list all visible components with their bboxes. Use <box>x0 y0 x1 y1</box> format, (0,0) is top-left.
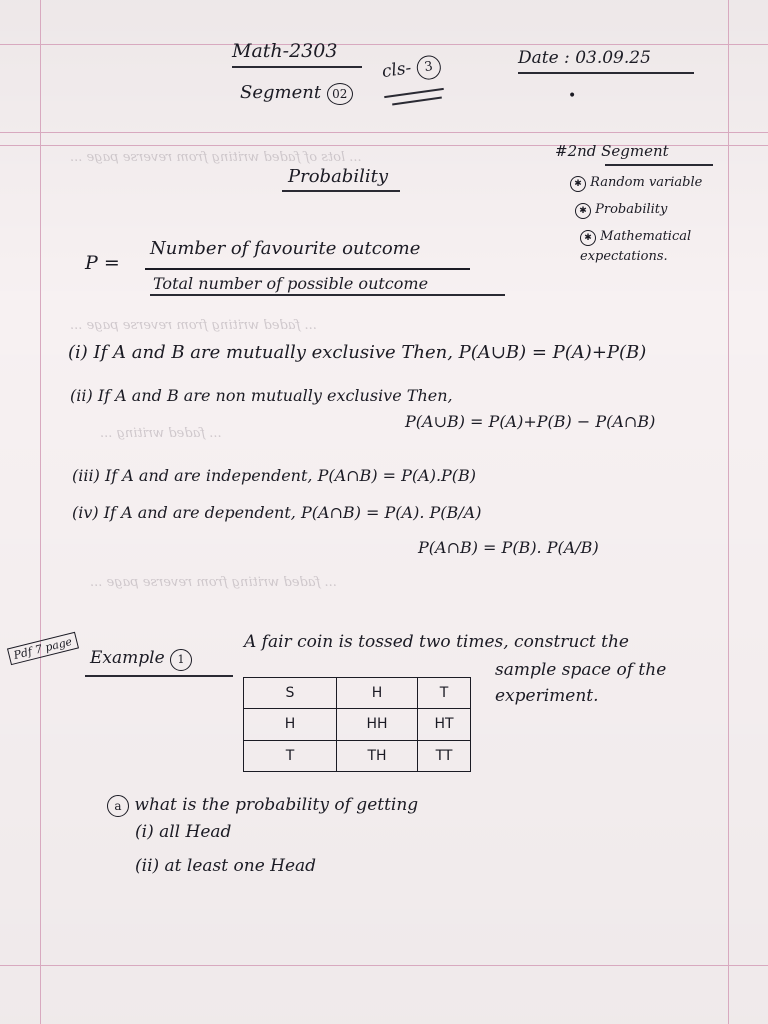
sample-space-table <box>243 677 471 772</box>
star-bullet-icon: ✱ <box>580 230 596 246</box>
sub-question: (i) all Head <box>135 822 232 842</box>
example-label: Example 1 <box>90 648 192 671</box>
date: Date : 03.09.25 <box>518 48 651 68</box>
formula-numerator: Number of favourite outcome <box>150 238 421 259</box>
underline <box>85 675 233 677</box>
class-label <box>381 54 443 86</box>
table-row <box>244 709 471 740</box>
underline <box>282 190 400 192</box>
table-cell: T <box>418 678 471 709</box>
star-bullet-icon: ✱ <box>575 203 591 219</box>
rule-item: (i) If A and B are mutually exclusive Then, P(A∪B) = P(A)+P(B) <box>68 342 647 363</box>
segment-text: Segment <box>240 82 322 103</box>
rule-item: (ii) If A and B are non mutually exclusive Then, <box>70 386 453 405</box>
table-cell: HH <box>337 709 418 740</box>
fraction-bar <box>145 268 470 270</box>
segment-number: 02 <box>327 83 353 105</box>
ruling-line <box>0 132 768 133</box>
section-title: Probability <box>288 166 389 187</box>
margin-line <box>40 0 41 1024</box>
dot-mark: • <box>568 88 577 104</box>
underline <box>150 294 505 296</box>
underline <box>392 97 442 106</box>
sub-question: (ii) at least one Head <box>135 856 317 876</box>
underline <box>605 164 713 166</box>
segment-label <box>240 82 353 105</box>
table-cell: TH <box>337 740 418 771</box>
ruling-line <box>0 44 768 45</box>
rule-item: (iii) If A and are independent, P(A∩B) = P(A).P(B) <box>72 466 477 485</box>
formula-lhs: P = <box>85 252 120 274</box>
margin-line <box>728 0 729 1024</box>
table-row <box>244 678 471 709</box>
table-cell: H <box>244 709 337 740</box>
table-cell: TT <box>418 740 471 771</box>
star-bullet-icon: ✱ <box>570 176 586 192</box>
class-number: 3 <box>415 54 442 81</box>
underline <box>232 66 362 68</box>
rule-item: P(A∪B) = P(A)+P(B) − P(A∩B) <box>405 412 656 431</box>
pdf-page-stamp: Pdf 7 page <box>7 632 79 665</box>
table-cell: HT <box>418 709 471 740</box>
example-statement: experiment. <box>495 686 599 706</box>
bleed-through: ... faded writing from reverse page ... <box>90 575 337 590</box>
table-cell: H <box>337 678 418 709</box>
topics-heading: #2nd Segment <box>555 142 669 160</box>
question-label: a <box>107 795 129 817</box>
question: a what is the probability of getting <box>107 795 418 817</box>
bleed-through: ... faded writing ... <box>100 426 222 441</box>
table-row <box>244 740 471 771</box>
class-text: cls- <box>380 58 413 83</box>
course-code: Math-2303 <box>232 40 338 62</box>
table-cell: S <box>244 678 337 709</box>
table-cell: T <box>244 740 337 771</box>
example-number: 1 <box>170 649 192 671</box>
example-statement: A fair coin is tossed two times, construct the <box>244 632 629 652</box>
rule-item: P(A∩B) = P(B). P(A/B) <box>418 538 599 557</box>
rule-item: (iv) If A and are dependent, P(A∩B) = P(A). P(B/A) <box>72 503 482 522</box>
bleed-through: ... lots of faded writing from reverse page ... <box>70 150 362 165</box>
topic-item: ✱ Random variable <box>570 175 702 192</box>
topic-item: ✱ Mathematical expectations. <box>580 229 692 264</box>
topic-item: ✱ Probability <box>575 202 667 219</box>
bleed-through: ... faded writing from reverse page ... <box>70 318 317 333</box>
underline <box>518 72 694 74</box>
formula-denominator: Total number of possible outcome <box>153 274 429 293</box>
ruling-line <box>0 965 768 966</box>
example-statement: sample space of the <box>495 660 667 680</box>
